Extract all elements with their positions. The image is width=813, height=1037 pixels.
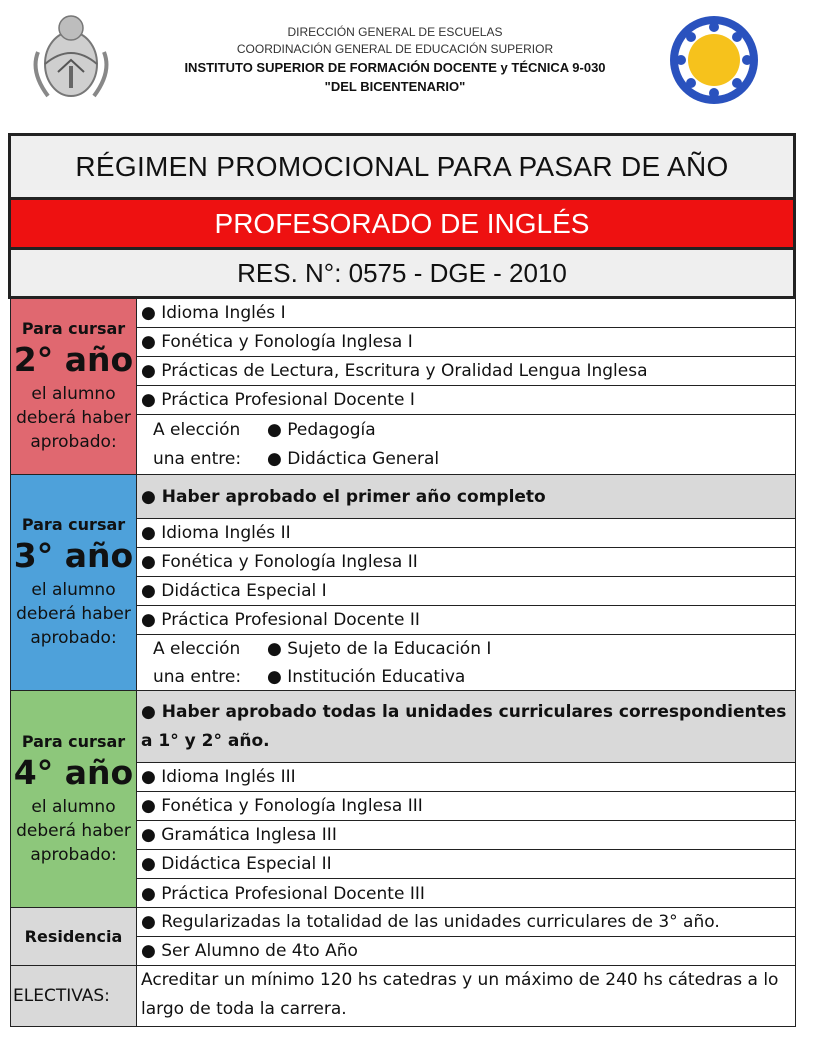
list-item: ● Idioma Inglés II: [137, 519, 795, 548]
list-item: ● Ser Alumno de 4to Año: [141, 941, 358, 961]
header-institute: INSTITUTO SUPERIOR DE FORMACIÓN DOCENTE y TÉCNICA 9-030: [184, 60, 606, 75]
aprobado-label: aprobado:: [30, 432, 117, 452]
title-block: [8, 133, 796, 299]
choice-label: una entre:: [153, 667, 242, 687]
year-label: 4° año: [13, 752, 134, 792]
choice-option: ● Pedagogía: [267, 419, 376, 440]
institute-sun-logo-icon: [668, 14, 760, 106]
list-item: ● Didáctica Especial I: [137, 577, 795, 606]
para-cursar-label: Para cursar: [21, 731, 126, 751]
alumno-label: el alumno: [31, 580, 116, 600]
alumno-label: el alumno: [31, 796, 116, 817]
page-title: RÉGIMEN PROMOCIONAL PARA PASAR DE AÑO: [11, 136, 793, 200]
list-item: ● Fonética y Fonología Inglesa I: [137, 328, 795, 357]
year-3-section: [11, 475, 795, 691]
list-item: ● Gramática Inglesa III: [137, 821, 795, 850]
electivas-text: Acreditar un mínimo 120 hs catedras y un máximo de 240 hs cátedras a lo largo de toda la carrera.: [141, 970, 779, 1019]
para-cursar-label: Para cursar: [21, 319, 126, 338]
residencia-label: [11, 908, 137, 965]
list-item: ● Idioma Inglés I: [137, 299, 795, 328]
document-header: [0, 0, 813, 125]
aprobado-label: aprobado:: [30, 628, 117, 648]
aprobado-label: aprobado:: [30, 844, 117, 865]
national-seal-icon: [28, 12, 114, 108]
para-cursar-label: Para cursar: [21, 515, 126, 534]
year-3-label: [11, 475, 137, 690]
year-4-label: [11, 691, 137, 907]
list-item: ● Regularizadas la totalidad de las unidades curriculares de 3° año.: [137, 908, 795, 937]
electivas-title: ELECTIVAS:: [13, 986, 110, 1006]
header-line-2: COORDINACIÓN GENERAL DE EDUCACIÓN SUPERIOR: [236, 42, 554, 56]
debera-label: deberá haber: [16, 820, 131, 841]
year-label: 2° año: [13, 340, 134, 379]
program-banner: PROFESORADO DE INGLÉS: [11, 200, 793, 250]
elective-choice: [137, 635, 795, 691]
year-4-section: [11, 691, 795, 908]
elective-choice: [137, 415, 795, 473]
list-item: ● Práctica Profesional Docente I: [137, 386, 795, 415]
list-item: ● Práctica Profesional Docente III: [141, 883, 425, 904]
debera-label: deberá haber: [16, 408, 131, 428]
choice-option: ● Sujeto de la Educación I: [267, 639, 492, 659]
electivas-label: [11, 966, 137, 1026]
list-item: ● Fonética y Fonología Inglesa III: [137, 792, 795, 821]
header-subtitle: "DEL BICENTENARIO": [324, 79, 466, 94]
list-item: ● Idioma Inglés III: [137, 763, 795, 792]
residencia-title: Residencia: [24, 927, 123, 946]
list-item: ● Didáctica Especial II: [137, 850, 795, 879]
list-item: ● Prácticas de Lectura, Escritura y Oralidad Lengua Inglesa: [137, 357, 795, 386]
choice-label: A elección: [153, 419, 241, 440]
year-label: 3° año: [13, 536, 134, 575]
requirement-row: ● Haber aprobado todas la unidades curriculares correspondientes a 1° y 2° año.: [137, 691, 795, 763]
debera-label: deberá haber: [16, 604, 131, 624]
choice-option: ● Institución Educativa: [267, 667, 466, 687]
list-item: ● Fonética y Fonología Inglesa II: [137, 548, 795, 577]
choice-label: una entre:: [153, 448, 242, 469]
choice-label: A elección: [153, 639, 241, 659]
year-2-label: [11, 299, 137, 474]
alumno-label: el alumno: [31, 384, 116, 404]
resolution-number: RES. N°: 0575 - DGE - 2010: [11, 250, 793, 296]
residencia-section: [11, 908, 795, 966]
list-item: ● Práctica Profesional Docente II: [137, 606, 795, 635]
electivas-section: [11, 966, 795, 1026]
year-2-section: [11, 299, 795, 475]
requirement-row: ● Haber aprobado el primer año completo: [137, 475, 795, 519]
header-line-1: DIRECCIÓN GENERAL DE ESCUELAS: [287, 25, 503, 39]
choice-option: ● Didáctica General: [267, 448, 440, 469]
requirements-table: [10, 298, 796, 1027]
